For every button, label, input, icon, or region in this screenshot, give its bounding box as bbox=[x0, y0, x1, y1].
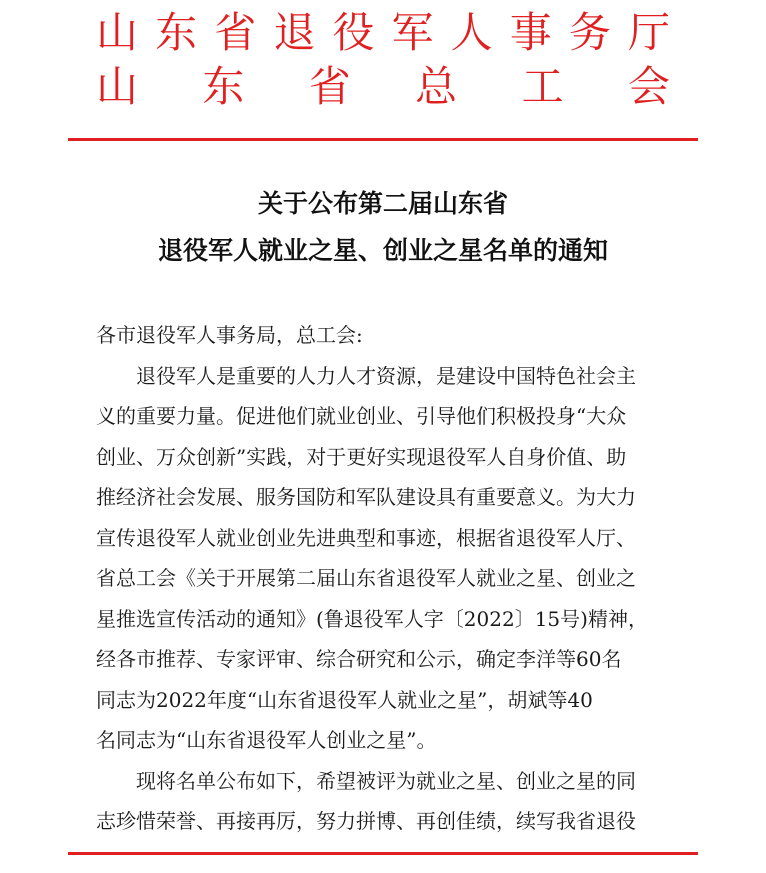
notice-title-line-1: 关于公布第二届山东省 bbox=[257, 189, 508, 218]
notice-title-line-2: 退役军人就业之星、创业之星名单的通知 bbox=[157, 236, 608, 265]
body-line: 宣传退役军人就业创业先进典型和事迹，根据省退役军人厅、 bbox=[96, 525, 636, 550]
body-line: 志珍惜荣誉、再接再厉，努力拼博、再创佳绩，续写我省退役 bbox=[96, 809, 636, 833]
issuer-char: 省 bbox=[308, 62, 351, 111]
body-line: 现将名单公布如下，希望被评为就业之星、创业之星的同 bbox=[136, 768, 636, 793]
issuer-char: 役 bbox=[332, 8, 375, 57]
issuer-char: 务 bbox=[568, 8, 611, 57]
issuer-char: 山 bbox=[96, 62, 139, 111]
issuer-char: 厅 bbox=[627, 8, 670, 57]
issuer-char: 省 bbox=[214, 8, 257, 57]
notice-body bbox=[96, 315, 676, 842]
body-line: 创业、万众创新”实践，对于更好实现退役军人自身价值、助 bbox=[96, 444, 627, 469]
issuer-char: 退 bbox=[273, 8, 316, 57]
issuer-char: 总 bbox=[415, 62, 458, 111]
body-line: 推经济社会发展、服务国防和军队建设具有重要意义。为大力 bbox=[96, 485, 636, 509]
body-line: 经各市推荐、专家评审、综合研究和公示，确定李洋等60名 bbox=[96, 647, 622, 671]
issuer-char: 东 bbox=[155, 8, 198, 57]
body-line: 退役军人是重要的人力人才资源，是建设中国特色社会主 bbox=[136, 363, 636, 388]
issuer-char: 会 bbox=[627, 62, 670, 111]
issuer-line-2 bbox=[96, 62, 670, 112]
issuer-char: 东 bbox=[202, 62, 245, 111]
body-line: 同志为2022年度“山东省退役军人就业之星”，胡斌等40 bbox=[96, 687, 593, 712]
body-line: 义的重要力量。促进他们就业创业、引导他们积极投身“大众 bbox=[96, 404, 627, 428]
header-divider bbox=[68, 138, 698, 141]
issuer-char: 人 bbox=[450, 8, 493, 57]
issuer-char: 军 bbox=[391, 8, 434, 57]
issuer-char: 事 bbox=[509, 8, 552, 57]
footer-divider bbox=[68, 852, 698, 855]
issuer-char: 山 bbox=[96, 8, 139, 57]
body-line: 星推选宣传活动的通知》(鲁退役军人字〔2022〕15号)精神， bbox=[96, 606, 648, 631]
issuer-line-1 bbox=[96, 8, 670, 58]
issuer-char: 工 bbox=[521, 62, 564, 111]
body-line: 省总工会《关于开展第二届山东省退役军人就业之星、创业之 bbox=[96, 566, 636, 590]
body-line: 名同志为“山东省退役军人创业之星”。 bbox=[96, 728, 437, 752]
salutation: 各市退役军人事务局，总工会: bbox=[96, 323, 363, 347]
